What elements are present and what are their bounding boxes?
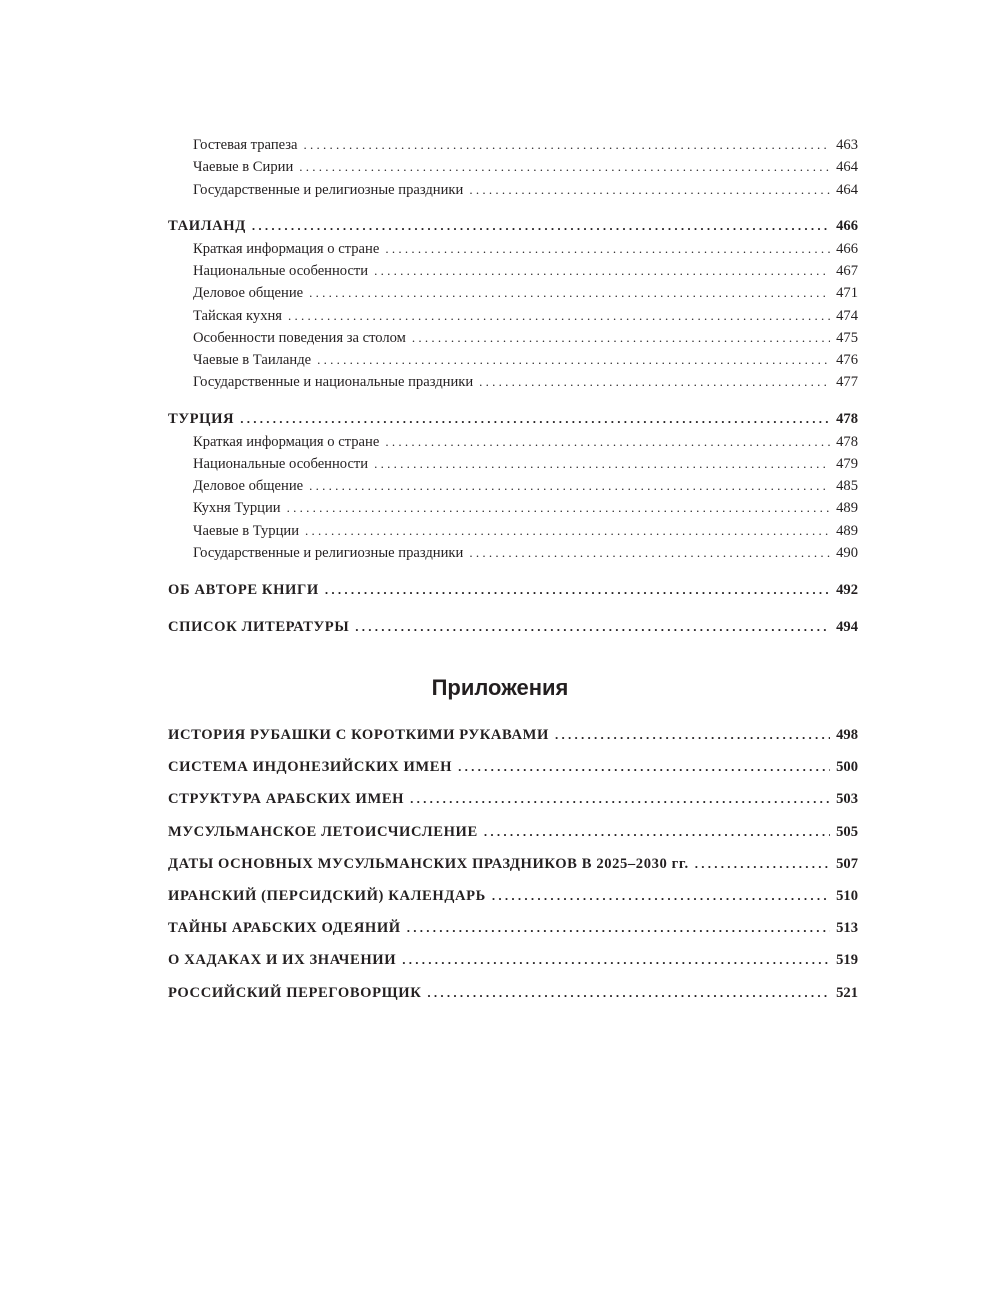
appendix-title: ТАЙНЫ АРАБСКИХ ОДЕЯНИЙ [168, 920, 401, 937]
toc-entry [168, 260, 858, 282]
appendix-entry [168, 981, 858, 1013]
appendix-title: СИСТЕМА ИНДОНЕЗИЙСКИХ ИМЕН [168, 759, 453, 776]
dot-leader [492, 884, 830, 908]
toc-entry-title: Деловое общение [193, 478, 304, 495]
dot-leader [427, 981, 830, 1005]
toc-entry [168, 282, 858, 304]
toc-entry-title: Национальные особенности [193, 262, 369, 279]
toc-entry-page: 490 [836, 545, 858, 562]
dot-leader [410, 787, 830, 811]
toc-entry-page: 479 [836, 455, 858, 472]
appendix-page: 521 [836, 984, 858, 1001]
dot-leader [240, 408, 830, 430]
dot-leader [385, 431, 830, 453]
toc-entry [168, 349, 858, 371]
dot-leader [458, 755, 830, 779]
toc-entry-page: 475 [836, 329, 858, 346]
toc-chapter-bibliography [168, 616, 858, 638]
toc-entry [168, 305, 858, 327]
dot-leader [695, 852, 830, 876]
toc-entry-page: 463 [836, 137, 858, 153]
appendix-page: 498 [836, 727, 858, 743]
dot-leader [309, 475, 830, 497]
dot-leader [252, 215, 830, 237]
toc-entry-page: 467 [836, 262, 858, 279]
appendix-title: РОССИЙСКИЙ ПЕРЕГОВОРЩИК [168, 984, 422, 1001]
toc-entry [168, 134, 858, 156]
toc-entry-title: Чаевые в Турции [193, 522, 300, 539]
toc-chapter-page: 466 [836, 218, 858, 235]
toc-entry [168, 520, 858, 542]
table-of-contents [168, 134, 858, 638]
toc-entry-title: Краткая информация о стране [193, 240, 380, 257]
toc-entry-page: 485 [836, 478, 858, 495]
toc-entry [168, 497, 858, 519]
toc-entry-title: Национальные особенности [193, 455, 369, 472]
toc-chapter-title: ТАИЛАНД [168, 218, 246, 235]
toc-entry [168, 179, 858, 201]
appendix-entry [168, 787, 858, 819]
toc-entry-title: Государственные и национальные праздники [193, 374, 474, 391]
appendix-title: ИРАНСКИЙ (ПЕРСИДСКИЙ) КАЛЕНДАРЬ [168, 887, 486, 904]
dot-leader [355, 616, 830, 638]
appendix-entry [168, 884, 858, 916]
appendix-title: СТРУКТУРА АРАБСКИХ ИМЕН [168, 791, 405, 808]
toc-entry-title: Государственные и религиозные праздники [193, 545, 464, 562]
toc-entry [168, 327, 858, 349]
dot-leader [288, 305, 830, 327]
appendix-page: 507 [836, 855, 858, 872]
toc-chapter-page: 492 [836, 581, 858, 598]
toc-entry-page: 474 [836, 307, 858, 324]
toc-entry-page: 489 [836, 500, 858, 517]
appendix-entry [168, 948, 858, 980]
toc-entry-page: 464 [836, 181, 858, 198]
toc-entry [168, 453, 858, 475]
dot-leader [412, 327, 830, 349]
toc-entry-page: 464 [836, 159, 858, 176]
toc-entry-page: 471 [836, 285, 858, 302]
appendices-list [168, 723, 858, 1013]
appendices-heading: Приложения [431, 675, 569, 700]
dot-leader [469, 542, 830, 564]
dot-leader [374, 453, 830, 475]
appendix-entry [168, 755, 858, 787]
toc-entry-title: Кухня Турции [193, 500, 281, 517]
appendix-entry [168, 820, 858, 852]
appendix-page: 513 [836, 920, 858, 937]
toc-chapter-title: ТУРЦИЯ [168, 411, 235, 428]
dot-leader [385, 238, 830, 260]
toc-entry-page: 489 [836, 522, 858, 539]
dot-leader [374, 260, 830, 282]
dot-leader [469, 179, 830, 201]
toc-entry [168, 475, 858, 497]
appendix-entry [168, 723, 858, 755]
dot-leader [479, 371, 830, 393]
dot-leader [325, 579, 830, 601]
dot-leader [402, 948, 830, 972]
dot-leader [309, 282, 830, 304]
appendix-page: 510 [836, 887, 858, 904]
appendix-page: 505 [836, 823, 858, 840]
appendix-page: 519 [836, 952, 858, 969]
toc-entry-page: 478 [836, 433, 858, 450]
toc-entry [168, 542, 858, 564]
appendix-page: 500 [836, 759, 858, 776]
dot-leader [287, 497, 830, 519]
dot-leader [305, 520, 830, 542]
toc-entry [168, 238, 858, 260]
appendix-title: ДАТЫ ОСНОВНЫХ МУСУЛЬМАНСКИХ ПРАЗДНИКОВ В 2025–2030 гг. [168, 855, 689, 872]
dot-leader [555, 723, 830, 747]
appendix-entry [168, 916, 858, 948]
toc-entry-page: 477 [836, 374, 858, 391]
toc-entry [168, 371, 858, 393]
toc-entry-title: Особенности поведения за столом [193, 329, 406, 346]
toc-entry [168, 431, 858, 453]
appendix-page: 503 [836, 791, 858, 808]
appendix-entry [168, 852, 858, 884]
toc-chapter-page: 478 [836, 411, 858, 428]
dot-leader [484, 820, 830, 844]
toc-entry-page: 476 [836, 352, 858, 369]
toc-chapter-turkey [168, 408, 858, 430]
toc-entry-title: Чаевые в Сирии [193, 159, 294, 176]
appendix-title: ИСТОРИЯ РУБАШКИ С КОРОТКИМИ РУКАВАМИ [168, 727, 549, 743]
toc-chapter-about-author [168, 579, 858, 601]
toc-entry-page: 466 [836, 240, 858, 257]
appendix-title: МУСУЛЬМАНСКОЕ ЛЕТОИСЧИСЛЕНИЕ [168, 823, 478, 840]
toc-entry-title: Краткая информация о стране [193, 433, 380, 450]
toc-entry-title: Гостевая трапеза [193, 137, 298, 153]
toc-chapter-title: ОБ АВТОРЕ КНИГИ [168, 581, 319, 598]
toc-entry-title: Государственные и религиозные праздники [193, 181, 464, 198]
dot-leader [407, 916, 830, 940]
dot-leader [317, 349, 830, 371]
toc-chapter-page: 494 [836, 618, 858, 635]
dot-leader [304, 134, 831, 156]
toc-chapter-title: СПИСОК ЛИТЕРАТУРЫ [168, 618, 350, 635]
toc-entry-title: Чаевые в Таиланде [193, 352, 312, 369]
toc-entry-title: Тайская кухня [193, 307, 283, 324]
toc-chapter-thailand [168, 215, 858, 237]
appendix-title: О ХАДАКАХ И ИХ ЗНАЧЕНИИ [168, 952, 397, 969]
toc-entry-title: Деловое общение [193, 285, 304, 302]
toc-entry [168, 156, 858, 178]
dot-leader [299, 156, 830, 178]
